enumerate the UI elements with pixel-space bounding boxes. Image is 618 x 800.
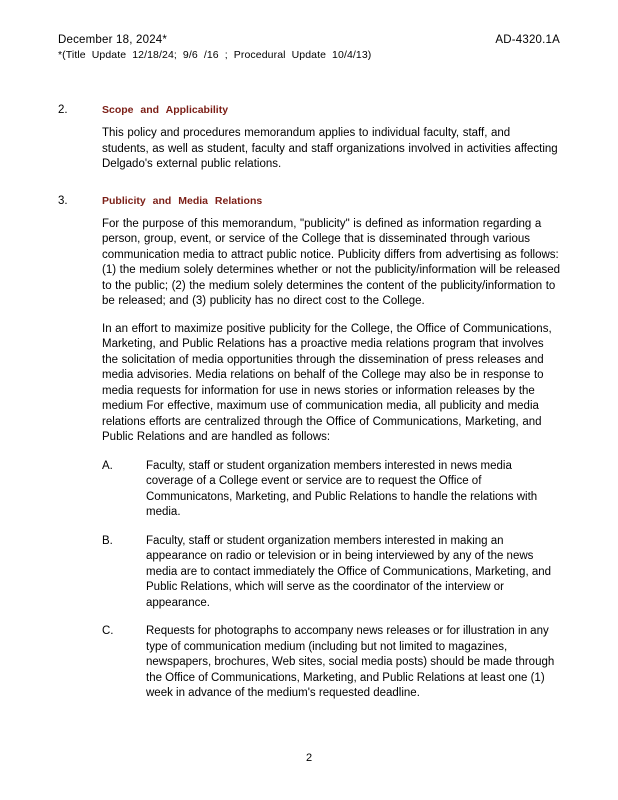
list-item-marker: A. xyxy=(102,459,113,472)
section-title: Publicity and Media Relations xyxy=(102,194,263,207)
header-document-code: AD-4320.1A xyxy=(495,34,560,46)
header-revision-note: *(Title Update 12/18/24; 9/6 /16 ; Procedural Update 10/4/13) xyxy=(58,49,372,61)
document-body xyxy=(58,104,560,702)
list-item xyxy=(102,459,560,521)
section-title: Scope and Applicability xyxy=(102,104,229,116)
page-number: 2 xyxy=(305,752,313,764)
page-header xyxy=(58,34,560,68)
paragraph: In an effort to maximize positive publicity for the College, the Office of Communications, Marketing, and Public Relations has a proactive media relations program that involves the solicitation of media opportunities through the dissemination of press releases and media advisories. Media relations on behalf of the College may also be in response to media requests for information for use in news stories or information releases by the medium For effective, maximum use of communication media, all publicity and media relations efforts are centralized through the Office of Communications, Marketing, and Public Relations and are handled as follows: xyxy=(102,322,552,444)
list-item-marker: B. xyxy=(102,534,113,547)
section-heading xyxy=(58,104,560,116)
section-number: 3. xyxy=(58,194,68,207)
section-publicity-and-media-relations xyxy=(58,195,560,702)
paragraph: This policy and procedures memorandum applies to individual faculty, staff, and students, as well as student, faculty and staff organizations involved in activities affecting Delgado's external public relations. xyxy=(102,127,558,171)
section-heading xyxy=(58,195,560,207)
list-item xyxy=(102,624,560,702)
list-item xyxy=(102,534,560,612)
paragraph: For the purpose of this memorandum, "publicity" is defined as information regarding a person, group, event, or service of the College that is disseminated through various communication media to attract public notice. Publicity differs from advertising as follows: (1) the medium solely determines whether or not the publicity/information will be released to the public; (2) the medium solely determines the content of the publicity/information to be released; and (3) publicity has no direct cost to the College. xyxy=(102,217,560,308)
header-date: December 18, 2024* xyxy=(58,34,168,46)
list-item-text: Requests for photographs to accompany news releases or for illustration in any type of communication medium (including but not limited to magazines, newspapers, brochures, Web sites, social media posts) should be made through the Office of Communications, Marketing, and Public Relations at least one (1) week in advance of the medium's requested deadline. xyxy=(146,625,555,700)
section-scope-and-applicability xyxy=(58,104,560,173)
section-number: 2. xyxy=(58,104,68,116)
list-item-text: Faculty, staff or student organization members interested in news media coverage of a College event or service are to request the Office of Communicatons, Marketing, and Public Relations to handle the relations with media. xyxy=(146,459,538,519)
list-item-marker: C. xyxy=(102,625,114,638)
list-item-text: Faculty, staff or student organization members interested in making an appearance on radio or television or in being interviewed by any of the news media are to contact immediately the Office of Communications, Marketing, and Public Relations, which will serve as the coordinator of the interview or appearance. xyxy=(146,534,552,609)
lettered-list xyxy=(102,459,560,702)
